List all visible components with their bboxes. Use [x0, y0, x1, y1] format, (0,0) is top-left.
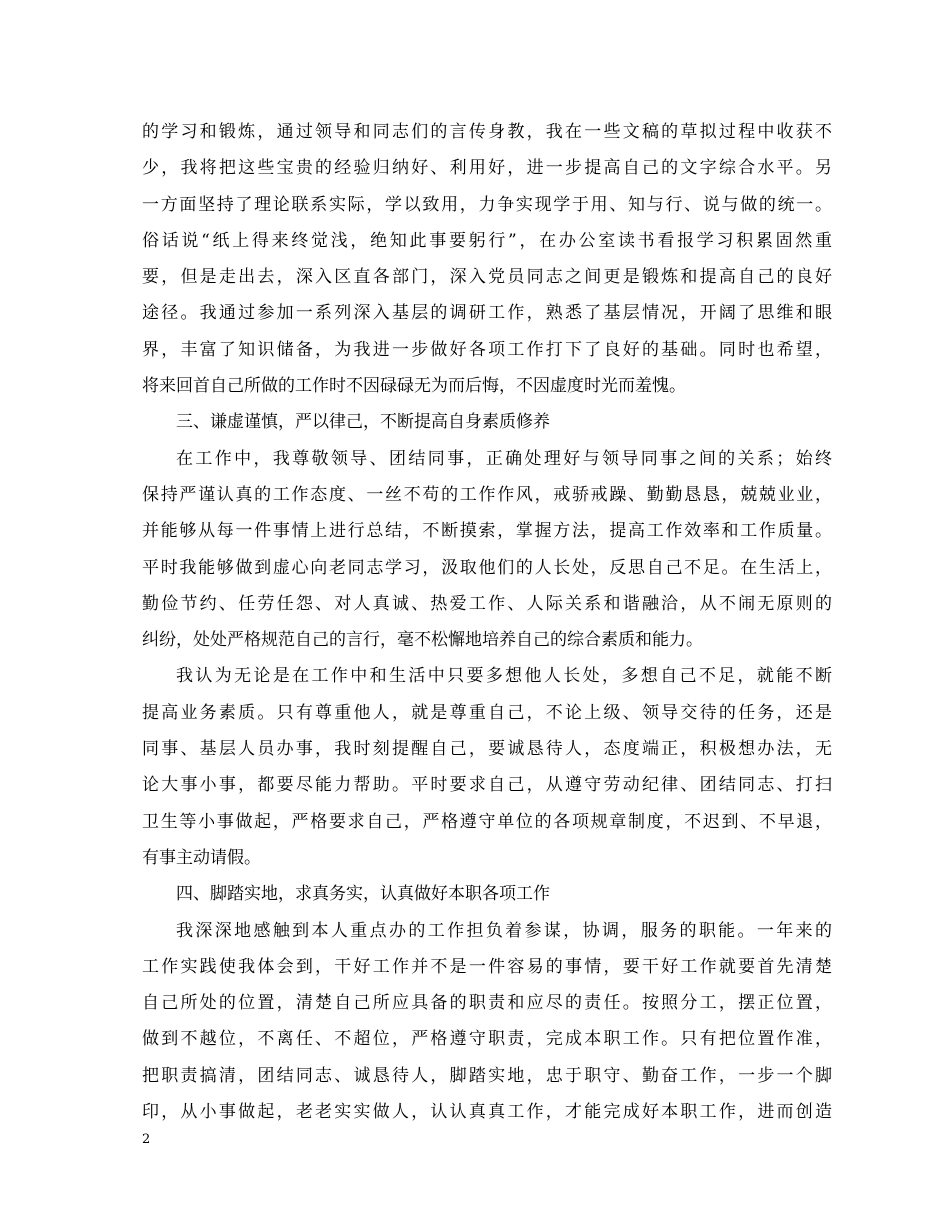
text-line: 将来回首自己所做的工作时不因碌碌无为而后悔，不因虚度时光而羞愧。 — [142, 376, 686, 397]
text-line: 途径。我通过参加一系列深入基层的调研工作，熟悉了基层情况，开阔了思维和眼 — [142, 303, 832, 324]
text-line: 要，但是走出去，深入区直各部门，深入党员同志之间更是锻炼和提高自己的良好 — [142, 267, 832, 288]
body-text — [142, 114, 832, 1130]
section-heading: 三、谦虚谨慎，严以律己，不断提高自身素质修养 — [176, 412, 550, 433]
text-line: 我深深地感触到本人重点办的工作担负着参谋，协调，服务的职能。一年来的 — [176, 920, 832, 941]
text-line: 平时我能够做到虚心向老同志学习，汲取他们的人长处，反思自己不足。在生活上， — [142, 557, 832, 578]
text-line: 纠纷，处处严格规范自己的言行，毫不松懈地培养自己的综合素质和能力。 — [142, 630, 703, 651]
text-line: 一方面坚持了理论联系实际，学以致用，力争实现学于用、知与行、说与做的统一。 — [142, 194, 832, 215]
text-line: 少，我将把这些宝贵的经验归纳好、利用好，进一步提高自己的文字综合水平。另 — [142, 158, 832, 179]
text-line: 自己所处的位置，清楚自己所应具备的职责和应尽的责任。按照分工，摆正位置， — [142, 993, 832, 1014]
text-line: 论大事小事，都要尽能力帮助。平时要求自己，从遵守劳动纪律、团结同志、打扫 — [142, 775, 832, 796]
text-line: 在工作中，我尊敬领导、团结同事，正确处理好与领导同事之间的关系；始终 — [176, 448, 832, 469]
text-line: 卫生等小事做起，严格要求自己，严格遵守单位的各项规章制度，不迟到、不早退， — [142, 811, 832, 832]
text-line: 有事主动请假。 — [142, 847, 261, 868]
page-number: 2 — [142, 1132, 151, 1147]
text-line: 并能够从每一件事情上进行总结，不断摸索，掌握方法，提高工作效率和工作质量。 — [142, 521, 832, 542]
text-line: 俗话说“纸上得来终觉浅，绝知此事要躬行”，在办公室读书看报学习积累固然重 — [142, 230, 832, 251]
text-line: 做到不越位，不离任、不超位，严格遵守职责，完成本职工作。只有把位置作准， — [142, 1029, 832, 1050]
text-line: 同事、基层人员办事，我时刻提醒自己，要诚恳待人，态度端正，积极想办法，无 — [142, 739, 832, 760]
text-line: 把职责搞清，团结同志、诚恳待人，脚踏实地，忠于职守、勤奋工作，一步一个脚 — [142, 1065, 832, 1086]
section-heading: 四、脚踏实地，求真务实，认真做好本职各项工作 — [176, 884, 550, 905]
text-line: 界，丰富了知识储备，为我进一步做好各项工作打下了良好的基础。同时也希望， — [142, 339, 832, 360]
text-line: 的学习和锻炼，通过领导和同志们的言传身教，我在一些文稿的草拟过程中收获不 — [142, 122, 832, 142]
text-line: 工作实践使我体会到，干好工作并不是一件容易的事情，要干好工作就要首先清楚 — [142, 956, 832, 977]
text-line: 保持严谨认真的工作态度、一丝不苟的工作作风，戒骄戒躁、勤勤恳恳，兢兢业业， — [142, 484, 832, 505]
text-line: 我认为无论是在工作中和生活中只要多想他人长处，多想自己不足，就能不断 — [176, 666, 832, 687]
text-line: 勤俭节约、任劳任怨、对人真诚、热爱工作、人际关系和谐融洽，从不闹无原则的 — [142, 593, 832, 614]
text-line: 印，从小事做起，老老实实做人，认认真真工作，才能完成好本职工作，进而创造 — [142, 1102, 832, 1123]
text-line: 提高业务素质。只有尊重他人，就是尊重自己，不论上级、领导交待的任务，还是 — [142, 702, 832, 723]
